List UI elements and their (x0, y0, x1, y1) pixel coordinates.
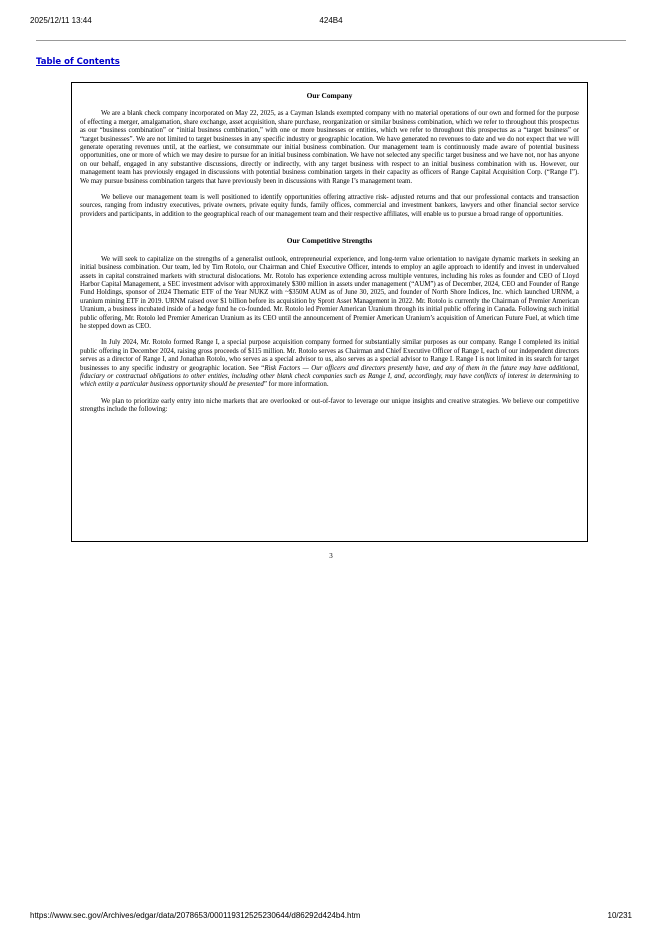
document-title: 424B4 (319, 16, 343, 25)
paragraph-text: ” for more information. (263, 381, 329, 389)
paragraph: We are a blank check company incorporated on May 22, 2025, as a Cayman Islands exempted company with no material operations of our own and formed for the purpose of effecting a merger, amalgamation, share exchange, asset acquisition, share purchase, reorganization or similar business combination, which we refer to throughout this prospectus as our “business combination” or “initial business combination,” with one or more businesses or entities, which we refer to throughout this prospectus as a “target business” or “target businesses”. We are not limited to target businesses in any specific industry or geographic location. We have generated no revenues to date and we do not expect that we will generate operating revenues until, at the earliest, we consummate our initial business combination. Our management team is continuously made aware of potential business opportunities, one or more of which we may desire to pursue for an initial business combination. We have not selected any specific target business and we have not, nor has anyone on our behalf, engaged in any substantive discussions, directly or indirectly, with any target business with respect to an initial business combination with us. However, our management team has previously engaged in discussions with potential business combination targets in their capacity as officers of Range Capital Acquisition Corp. (“Range I”). We may pursue business combination targets that have previously been in discussions with Range I’s management team. (80, 110, 579, 185)
table-of-contents-link[interactable]: Table of Contents (36, 57, 120, 67)
print-datetime: 2025/12/11 13:44 (30, 16, 92, 25)
paragraph: We will seek to capitalize on the strengths of a generalist outlook, entrepreneurial experience, and long-term value orientation to navigate dynamic markets in seeking an initial business combination. Our team, led by Tim Rotolo, our Chairman and Chief Executive Officer, intends to employ an agile approach to identify and invest in undervalued assets in capital constrained markets with structural dislocations. Mr. Rotolo has experience extending across multiple ventures, including his roles as founder and CEO of Lloyd Harbor Capital Management, a SEC investment advisor with approximately $300 million in assets under management (“AUM”) as of December, 2024, CEO and Founder of Range Fund Holdings, sponsor of 2024 Thematic ETF of the Year NUKZ with ~$350M AUM as of June 30, 2025, and founder of North Shore Indices, Inc. which launched URNM, a uranium mining ETF in 2019. URNM raised over $1 billion before its acquisition by Sprott Asset Management in 2022. Mr. Rotolo is currently the Chairman of Premier American Uranium, a business incubated inside of a hedge fund he co-founded. Mr. Rotolo led Premier American Uranium through its initial public offering in Canada. Following such initial public offering, Mr. Rotolo led Premier American Uranium as its CEO until the announcement of Premier American Uranium’s acquisition of American Future Fuel, at which time he stepped down as CEO. (80, 255, 579, 330)
section-heading-our-company: Our Company (306, 91, 353, 100)
section-heading-competitive-strengths: Our Competitive Strengths (286, 236, 373, 246)
header-divider (36, 40, 626, 41)
page-number: 3 (329, 552, 333, 560)
content-frame (71, 82, 588, 542)
paragraph (80, 339, 579, 389)
risk-factors-reference: Risk Factors — Our officers and directors presently have, and any of them in the future may have additional, fiduciary or contractual obligations to other entities, including other blank check companies such as Range I, and, accordingly, may have conflicts of interest in determining to which entity a particular business opportunity should be presented (80, 364, 579, 389)
paragraph: We plan to prioritize early entry into niche markets that are overlooked or out-of-favor to leverage our unique insights and creative strategies. We believe our competitive strengths include the following: (80, 397, 579, 414)
page-count: 10/231 (607, 911, 632, 920)
source-url: https://www.sec.gov/Archives/edgar/data/2078653/000119312525230644/d86292d424b4.htm (30, 911, 361, 920)
paragraph-text: In July 2024, Mr. Rotolo formed Range I, a special purpose acquisition company formed for substantially similar purposes as our company. Range I completed its initial public offering in December 2024, raising gross proceeds of $115 million. Mr. Rotolo serves as Chairman and Chief Executive Officer of Range I, each of our independent directors serves as a director of Range I, and Jonathan Rotolo, who serves as a special advisor to us, also serves as a special advisor to Range I. Range I is not limited in its search for target businesses to any specific industry or geographic location. See “ (80, 339, 579, 372)
paragraph: We believe our management team is well positioned to identify opportunities offering attractive risk- adjusted returns and that our professional contacts and transaction sources, ranging from industry executives, private owners, private equity funds, family offices, commercial and investment bankers, lawyers and other financial sector service providers and participants, in addition to the geographical reach of our management team and their respective affiliates, will enable us to pursue a broad range of opportunities. (80, 194, 579, 218)
